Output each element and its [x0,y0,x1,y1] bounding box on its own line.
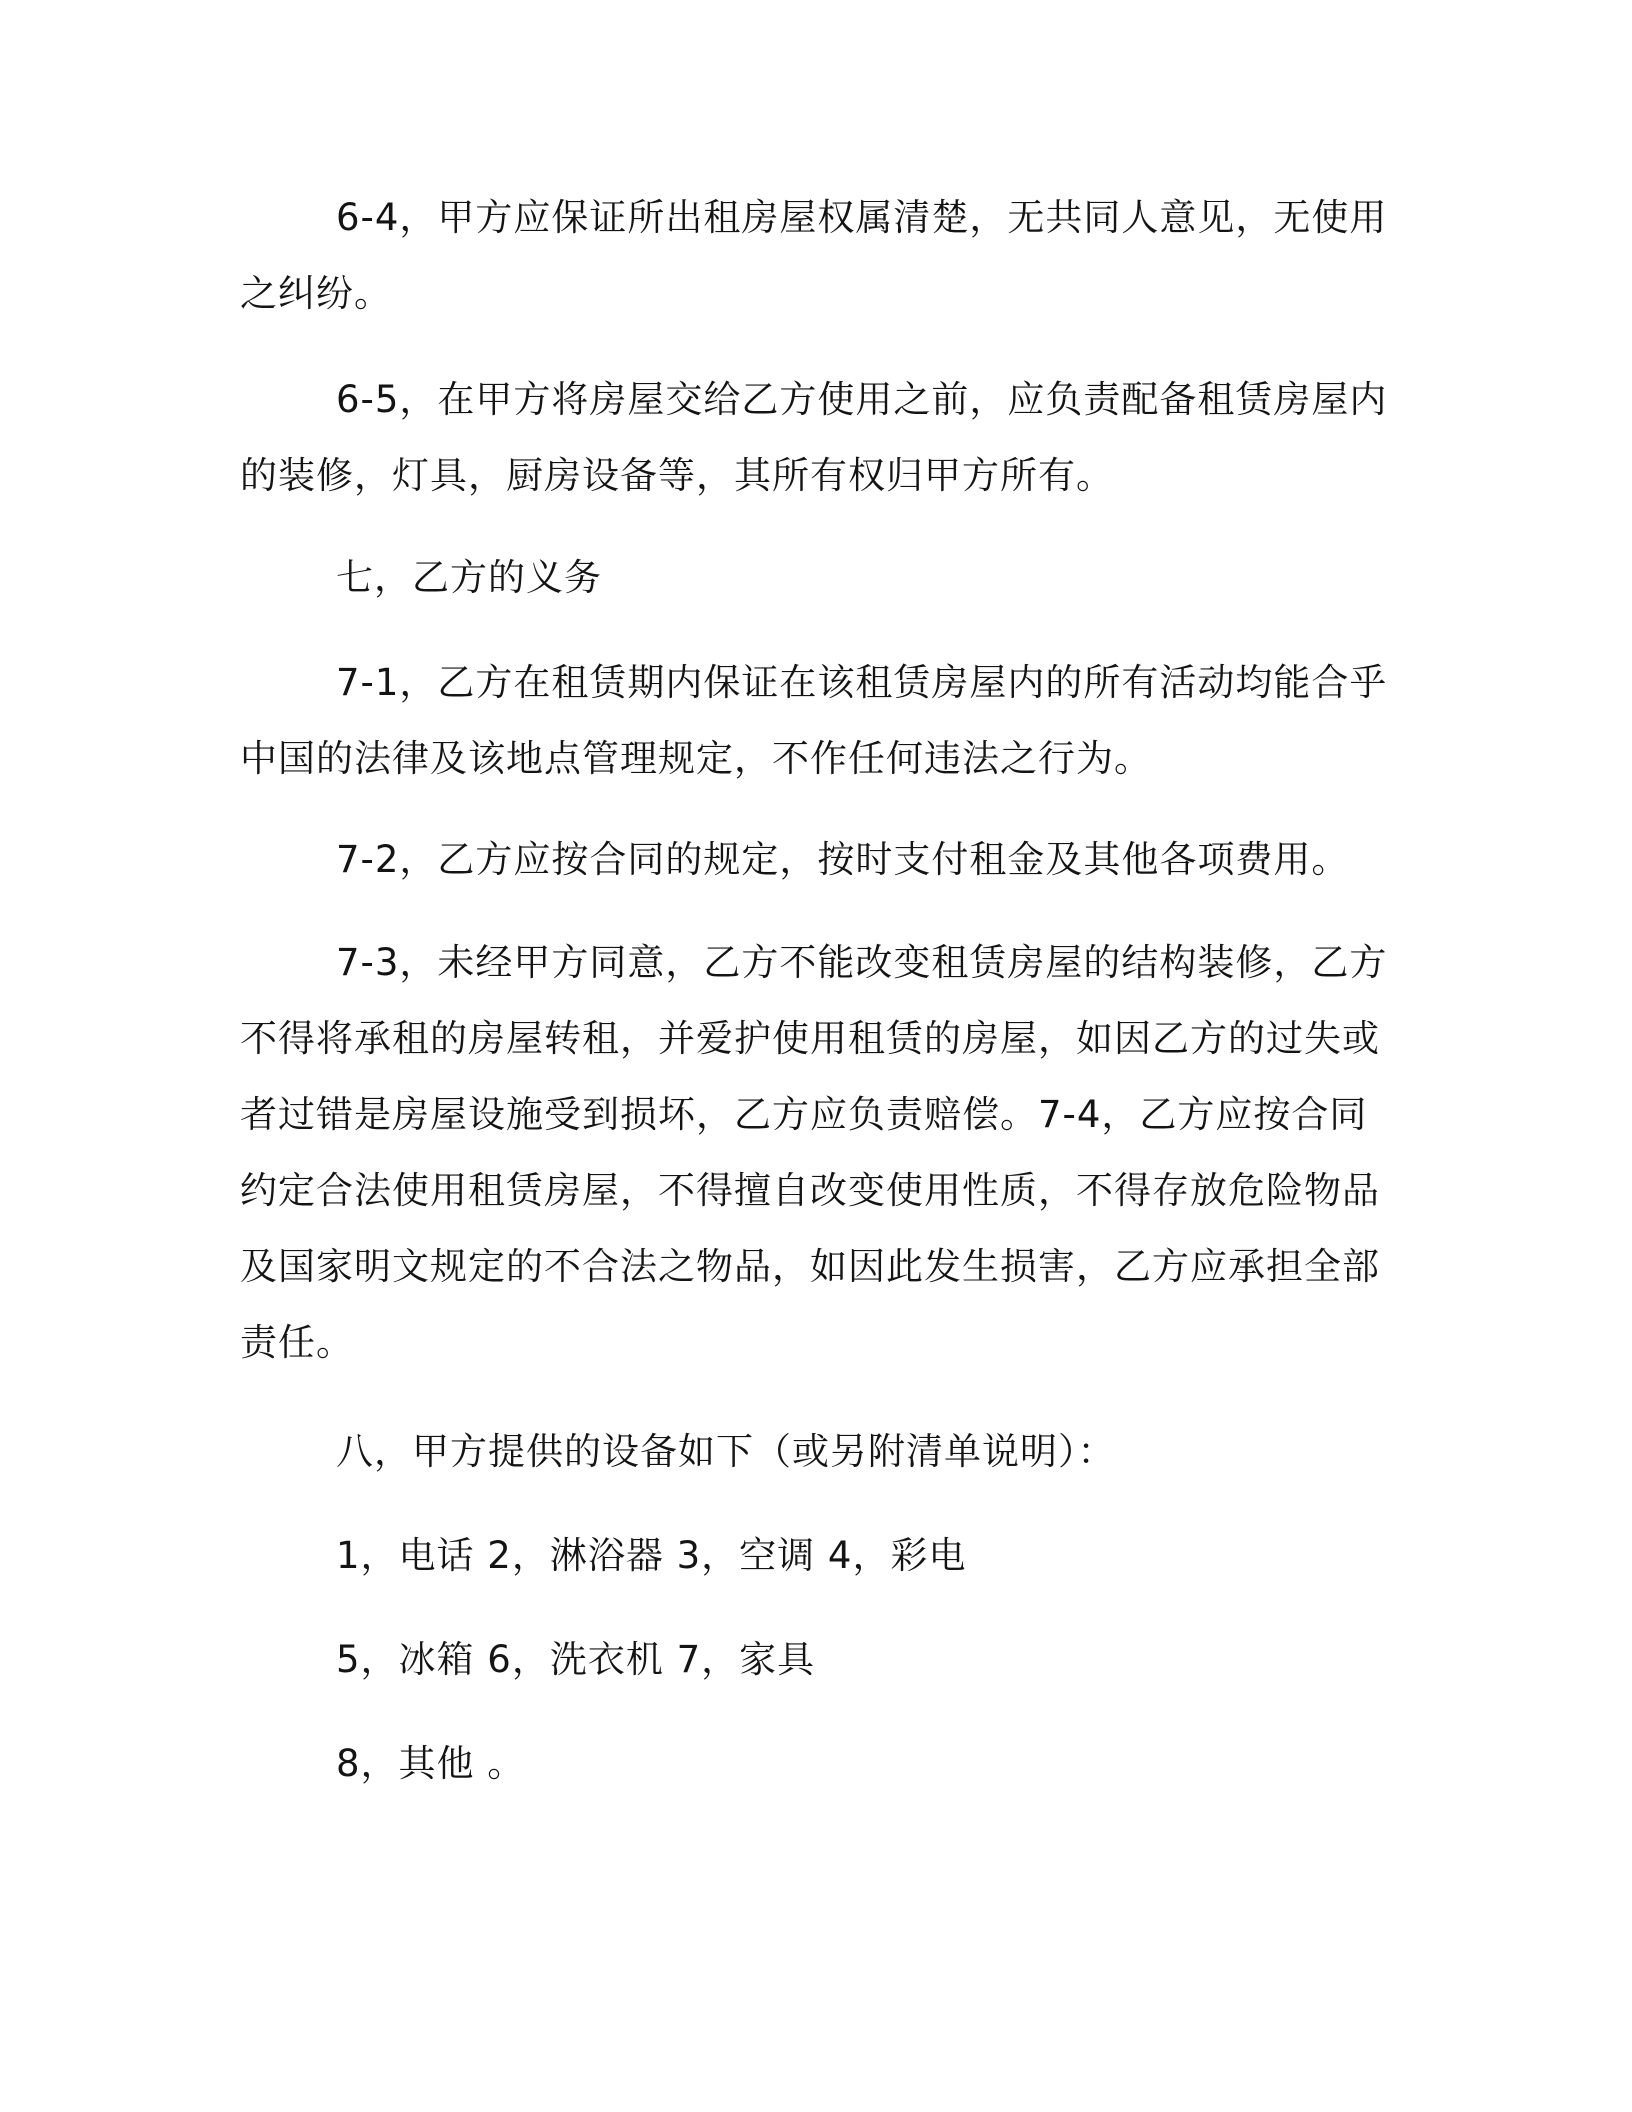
clause-7-2: 7-2，乙方应按合同的规定，按时支付租金及其他各项费用。 [336,838,1350,881]
clause-7-3-7-4: 7-3，未经甲方同意，乙方不能改变租赁房屋的结构装修，乙方不得将承租的房屋转租，并爱护使用租赁的房屋，如因乙方的过失或者过错是房屋设施受到损坏，乙方应负责赔偿。7-4，乙方应按合同约定合法使用租赁房屋，不得擅自改变使用性质，不得存放危险物品及国家明文规定的不合法之物品，如因此发生损害，乙方应承担全部责任。 [240,941,1388,1364]
equipment-list-line-3: 8，其他 。 [336,1742,526,1785]
section-heading-7: 七，乙方的义务 [336,556,602,599]
equipment-list-line-1: 1，电话 2，淋浴器 3，空调 4，彩电 [336,1534,967,1577]
clause-6-5: 6-5，在甲方将房屋交给乙方使用之前，应负责配备租赁房屋内的装修，灯具，厨房设备等，其所有权归甲方所有。 [240,378,1388,497]
equipment-list-line-2: 5，冰箱 6，洗衣机 7，家具 [336,1638,816,1681]
clause-6-4: 6-4，甲方应保证所出租房屋权属清楚，无共同人意见，无使用之纠纷。 [240,196,1388,315]
section-heading-8: 八，甲方提供的设备如下（或另附清单说明）： [336,1430,1116,1473]
clause-7-1: 7-1，乙方在租赁期内保证在该租赁房屋内的所有活动均能合乎中国的法律及该地点管理规定，不作任何违法之行为。 [240,661,1388,780]
